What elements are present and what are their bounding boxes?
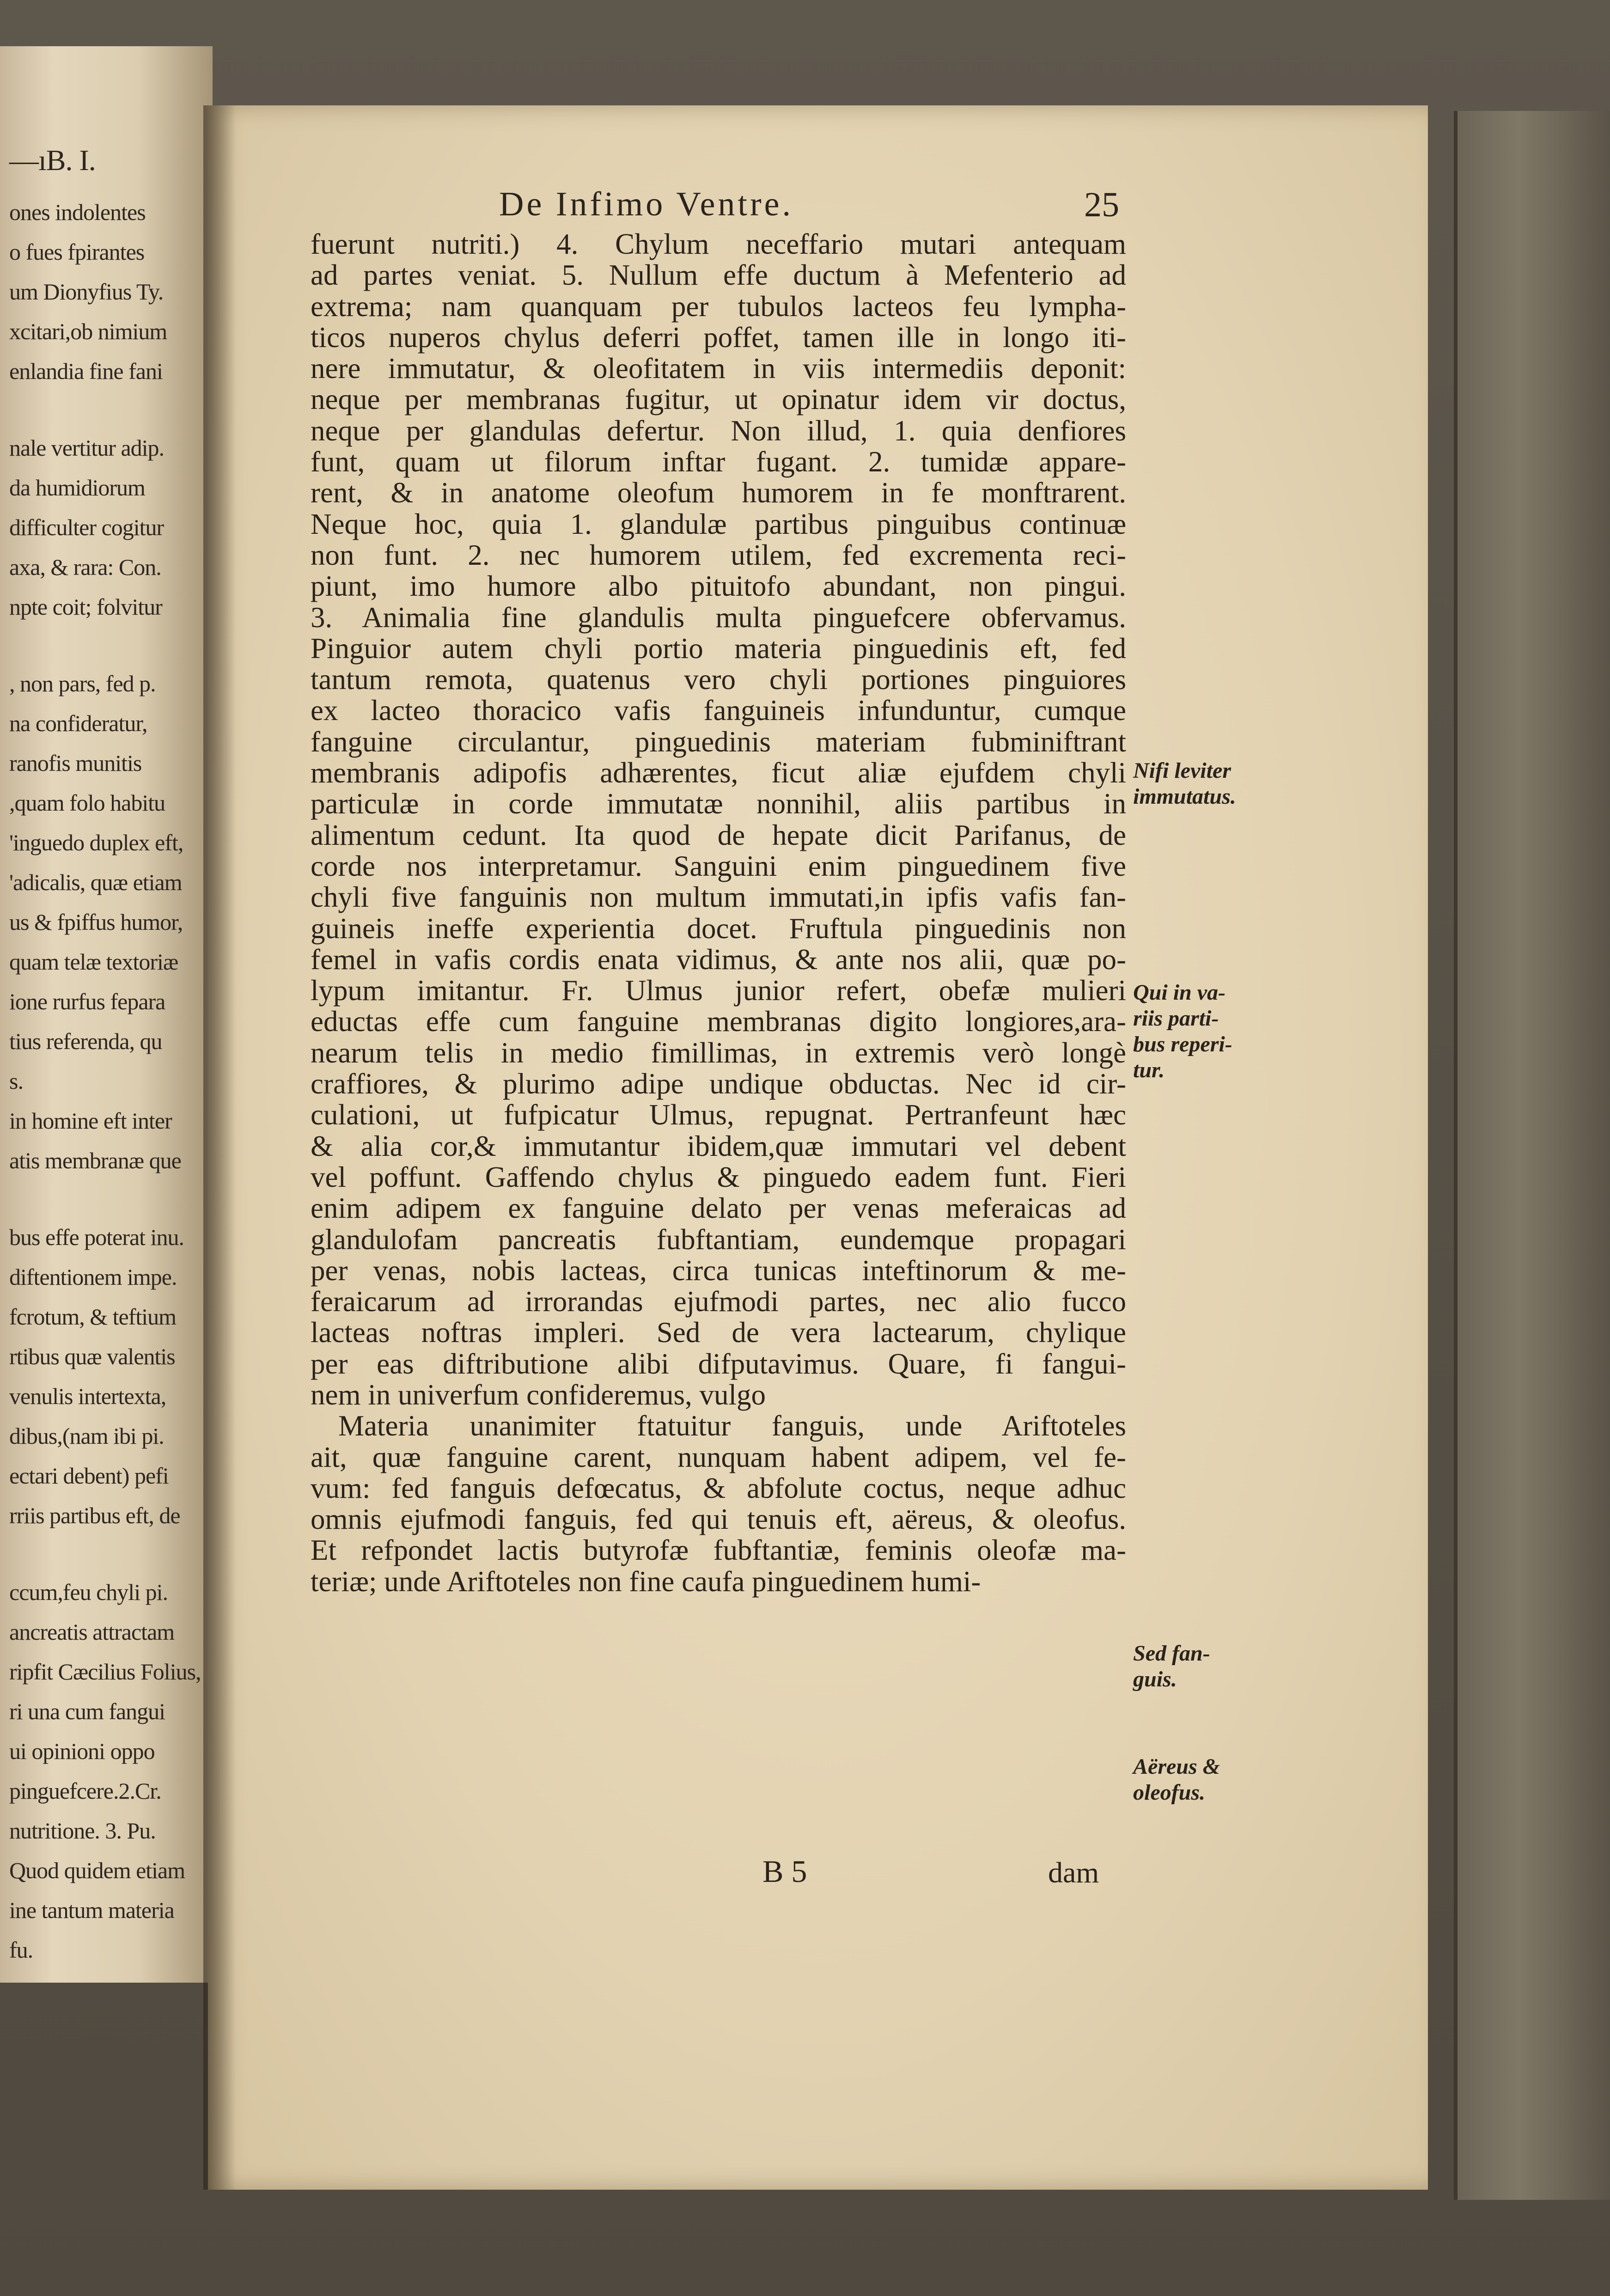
left-page-line: ripfit Cæcilius Folius, [9, 1659, 201, 1685]
margin-note-line: bus reperi- [1133, 1032, 1232, 1056]
gutter-shadow [203, 105, 236, 2190]
text-line: & alia cor,& immutantur ibidem,quæ immutari vel debent [311, 1130, 1126, 1162]
margin-note-line: riis parti- [1133, 1006, 1219, 1031]
left-page-line: o fues fpirantes [9, 239, 145, 265]
left-page-line: quam telæ textoriæ [9, 949, 178, 975]
text-line: neque per glandulas defertur. Non illud, 1. quia denfiores [311, 414, 1126, 447]
margin-note-line: guis. [1133, 1667, 1177, 1691]
text-line: alimentum cedunt. Ita quod de hepate dicit Parifanus, de [311, 818, 1126, 851]
text-line: 3. Animalia fine glandulis multa pinguefcere obfervamus. [311, 601, 1126, 634]
margin-note-3 [1133, 1641, 1210, 1692]
left-page-line: um Dionyfius Ty. [9, 279, 164, 305]
left-page-line: s. [9, 1068, 23, 1094]
left-page-line: da humidiorum [9, 475, 145, 501]
left-page-line: na confideratur, [9, 710, 147, 736]
left-page-line: ones indolentes [9, 199, 146, 225]
left-page-line: —ıB. I. [9, 144, 96, 177]
text-line: Pinguior autem chyli portio materia pinguedinis eft, fed [311, 632, 1126, 665]
left-page-line: fcrotum, & teftium [9, 1304, 177, 1330]
left-page-line: npte coit; folvitur [9, 594, 162, 620]
margin-note-4 [1133, 1754, 1220, 1806]
left-page [0, 46, 213, 1983]
running-head: De Infimo Ventre. [499, 185, 793, 223]
left-page-line: rtibus quæ valentis [9, 1343, 175, 1369]
text-line: omnis ejufmodi fanguis, fed qui tenuis eft, aëreus, & oleofus. [311, 1503, 1126, 1536]
left-page-line: tius referenda, qu [9, 1028, 162, 1054]
text-line: Et refpondet lactis butyrofæ fubftantiæ, feminis oleofæ ma- [311, 1534, 1126, 1567]
left-page-line: Quod quidem etiam [9, 1857, 185, 1883]
left-page-line: ui opinioni oppo [9, 1738, 155, 1764]
left-page-line: pinguefcere.2.Cr. [9, 1778, 161, 1804]
left-page-line: , non pars, fed p. [9, 671, 156, 696]
body-text [311, 229, 1126, 1597]
text-line: Materia unanimiter ftatuitur fanguis, unde Ariftoteles [338, 1410, 1126, 1442]
left-page-line: ine tantum materia [9, 1897, 174, 1923]
margin-note-line: Nifi leviter [1133, 758, 1231, 783]
text-line: lypum imitantur. Fr. Ulmus junior refert, obefæ mulieri [311, 974, 1126, 1007]
text-line: chyli five fanguinis non multum immutati,in ipfis vafis fan- [311, 881, 1126, 914]
text-line: guineis ineffe experientia docet. Fruftula pinguedinis non [311, 912, 1126, 945]
text-line: per venas, nobis lacteas, circa tunicas inteftinorum & me- [311, 1254, 1126, 1287]
text-line: per eas diftributione alibi difputavimus. Quare, fi fangui- [311, 1347, 1126, 1380]
margin-note-line: Qui in va- [1133, 980, 1226, 1005]
text-line: ticos nuperos chylus deferri poffet, tamen ille in longo iti- [311, 321, 1126, 354]
margin-note-2 [1133, 980, 1232, 1083]
page-number: 25 [1084, 185, 1119, 224]
text-line: piunt, imo humore albo pituitofo abundant, non pingui. [311, 570, 1126, 603]
text-line: rent, & in anatome oleofum humorem in fe monftrarent. [311, 476, 1126, 509]
left-page-line: ancreatis attractam [9, 1619, 175, 1645]
margin-note-line: oleofus. [1133, 1780, 1205, 1805]
text-line: feraicarum ad irrorandas ejufmodi partes, nec alio fucco [311, 1285, 1126, 1318]
left-page-line: ione rurfus fepara [9, 989, 165, 1014]
text-line: Neque hoc, quia 1. glandulæ partibus pinguibus continuæ [311, 507, 1126, 540]
text-line: tantum remota, quatenus vero chyli portiones pinguiores [311, 663, 1126, 696]
left-page-line: in homine eft inter [9, 1108, 172, 1134]
margin-note-line: Sed fan- [1133, 1641, 1210, 1666]
left-page-line: us & fpiffus humor, [9, 909, 183, 935]
text-line: eductas effe cum fanguine membranas digito longiores,ara- [311, 1005, 1126, 1038]
text-line: glandulofam pancreatis fubftantiam, eundemque propagari [311, 1223, 1126, 1256]
book-cover-edge [1454, 111, 1610, 2200]
left-page-line: 'inguedo duplex eft, [9, 830, 183, 855]
text-line: craffiores, & plurimo adipe undique obductas. Nec id cir- [311, 1068, 1126, 1100]
text-line: lacteas noftras impleri. Sed de vera lactearum, chylique [311, 1316, 1126, 1349]
text-line: fanguine circulantur, pinguedinis materiam fubminiftrant [311, 725, 1126, 758]
text-line: non funt. 2. nec humorem utilem, fed excrementa reci- [311, 538, 1126, 571]
text-line: nearum telis in medio fimillimas, in extremis verò longè [311, 1036, 1126, 1069]
margin-note-line: Aëreus & [1133, 1754, 1220, 1779]
text-line: corde nos interpretamur. Sanguini enim pinguedinem five [311, 849, 1126, 882]
left-page-line: bus effe poterat inu. [9, 1224, 184, 1250]
signature-mark: B 5 [762, 1854, 807, 1889]
text-line: ait, quæ fanguine carent, nunquam habent adipem, vel fe- [311, 1441, 1126, 1473]
margin-note-line: immutatus. [1133, 784, 1236, 809]
left-page-line: axa, & rara: Con. [9, 554, 161, 580]
left-page-line: atis membranæ que [9, 1148, 181, 1173]
left-page-line: dibus,(nam ibi pi. [9, 1423, 164, 1449]
text-line: teriæ; unde Ariftoteles non fine caufa pinguedinem humi- [311, 1565, 981, 1598]
left-page-line: ccum,feu chyli pi. [9, 1579, 168, 1605]
text-line: membranis adipofis adhærentes, ficut aliæ ejufdem chyli [311, 757, 1126, 789]
text-line: vel poffunt. Gaffendo chylus & pinguedo eadem funt. Fieri [311, 1160, 1126, 1193]
catchword: dam [1048, 1856, 1099, 1889]
left-page-line: enlandia fine fani [9, 358, 163, 384]
left-page-line: nutritione. 3. Pu. [9, 1818, 156, 1844]
left-page-line: difficulter cogitur [9, 514, 164, 540]
text-line: femel in vafis cordis enata vidimus, & ante nos alii, quæ po- [311, 943, 1126, 976]
text-line: fuerunt nutriti.) 4. Chylum neceffario mutari antequam [311, 228, 1126, 260]
text-line: funt, quam ut filorum inftar fugant. 2. tumidæ appare- [311, 446, 1126, 478]
left-page-line: rriis partibus eft, de [9, 1502, 180, 1528]
left-page-line: ,quam folo habitu [9, 790, 165, 816]
left-page-line: ri una cum fangui [9, 1698, 165, 1724]
left-page-line: xcitari,ob nimium [9, 318, 167, 344]
text-line: enim adipem ex fanguine delato per venas meferaicas ad [311, 1192, 1126, 1225]
text-line: particulæ in corde immutatæ nonnihil, aliis partibus in [311, 788, 1126, 820]
margin-note-line: tur. [1133, 1058, 1165, 1082]
text-line: neque per membranas fugitur, ut opinatur idem vir doctus, [311, 383, 1126, 416]
text-line: culationi, ut fufpicatur Ulmus, repugnat. Pertranfeunt hæc [311, 1099, 1126, 1131]
left-page-line: ranofis munitis [9, 750, 142, 776]
left-page-line: venulis intertexta, [9, 1383, 166, 1409]
left-page-line: ectari debent) pefi [9, 1463, 169, 1489]
left-page-line: nale vertitur adip. [9, 435, 165, 461]
left-page-line: 'adicalis, quæ etiam [9, 869, 182, 895]
text-line: nem in univerfum confideremus, vulgo [311, 1378, 766, 1411]
text-line: vum: fed fanguis defœcatus, & abfolute coctus, neque adhuc [311, 1472, 1126, 1504]
text-line: nere immutatur, & oleofitatem in viis intermediis deponit: [311, 352, 1126, 385]
text-line: ex lacteo thoracico vafis fanguineis infunduntur, cumque [311, 694, 1126, 727]
margin-note-1 [1133, 758, 1236, 810]
text-line: extrema; nam quanquam per tubulos lacteos feu lympha- [311, 290, 1126, 323]
text-line: ad partes veniat. 5. Nullum effe ductum à Mefenterio ad [311, 259, 1126, 292]
left-page-line: diftentionem impe. [9, 1264, 177, 1290]
left-page-line: fu. [9, 1937, 33, 1963]
